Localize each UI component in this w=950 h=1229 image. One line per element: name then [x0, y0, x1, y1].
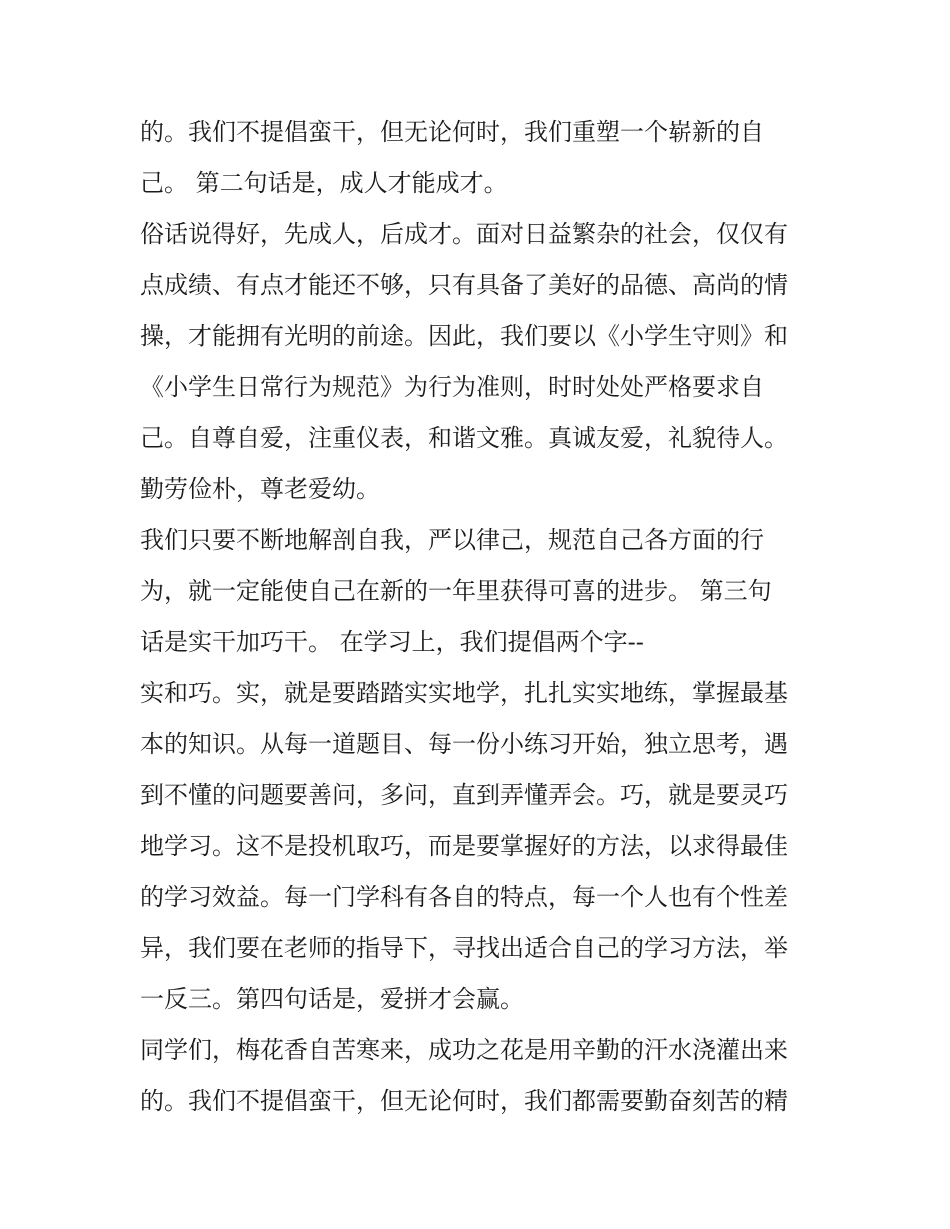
text-line: 我们只要不断地解剖自我，严以律己，规范自己各方面的行 [140, 526, 764, 554]
text-line: 操，才能拥有光明的前途。因此，我们要以《小学生守则》和 [140, 322, 788, 350]
text-line: 同学们，梅花香自苦寒来，成功之花是用辛勤的汗水浇灌出来 [140, 1036, 788, 1064]
text-line: 本的知识。从每一道题目、每一份小练习开始，独立思考，遇 [140, 730, 788, 758]
text-line: 《小学生日常行为规范》为行为准则，时时处处严格要求自 [140, 373, 764, 401]
text-line: 俗话说得好，先成人，后成才。面对日益繁杂的社会，仅仅有 [140, 220, 788, 248]
text-line: 为，就一定能使自己在新的一年里获得可喜的进步。 第三句 [140, 577, 772, 605]
text-line: 话是实干加巧干。 在学习上，我们提倡两个字-- [140, 628, 644, 656]
text-line: 异，我们要在老师的指导下，寻找出适合自己的学习方法，举 [140, 934, 788, 962]
text-line: 到不懂的问题要善问，多问，直到弄懂弄会。巧，就是要灵巧 [140, 781, 788, 809]
text-line: 的。我们不提倡蛮干，但无论何时，我们都需要勤奋刻苦的精 [140, 1087, 788, 1115]
text-line: 一反三。第四句话是，爱拼才会赢。 [140, 985, 524, 1013]
text-line: 己。 第二句话是，成人才能成才。 [140, 169, 508, 197]
text-line: 己。自尊自爱，注重仪表，和谐文雅。真诚友爱，礼貌待人。 [140, 424, 788, 452]
text-line: 的学习效益。每一门学科有各自的特点，每一个人也有个性差 [140, 883, 788, 911]
text-line: 的。我们不提倡蛮干，但无论何时，我们重塑一个崭新的自 [140, 118, 764, 146]
text-line: 勤劳俭朴，尊老爱幼。 [140, 475, 380, 503]
text-line: 实和巧。实，就是要踏踏实实地学，扎扎实实地练，掌握最基 [140, 679, 788, 707]
text-line: 地学习。这不是投机取巧，而是要掌握好的方法，以求得最佳 [140, 832, 788, 860]
document-body [140, 107, 820, 1127]
text-line: 点成绩、有点才能还不够，只有具备了美好的品德、高尚的情 [140, 271, 788, 299]
